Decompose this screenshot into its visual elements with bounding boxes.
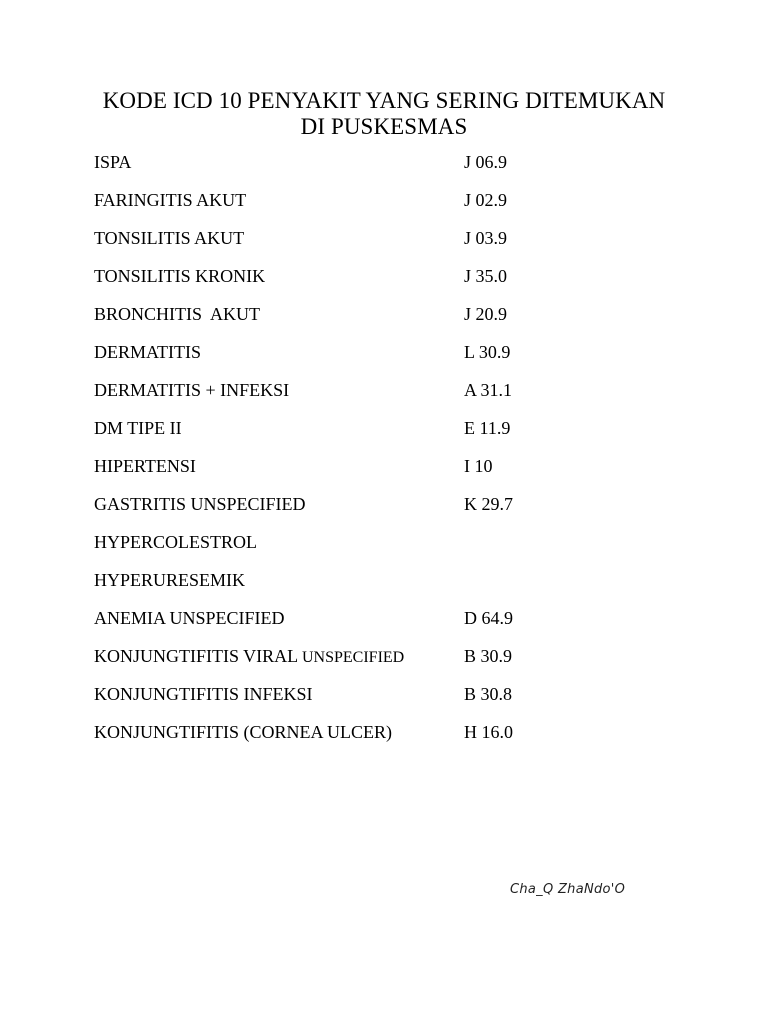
list-item xyxy=(94,152,614,190)
title-line-1: KODE ICD 10 PENYAKIT YANG SERING DITEMUKAN xyxy=(102,88,666,113)
disease-name: DERMATITIS xyxy=(94,342,201,362)
list-item xyxy=(94,456,614,494)
disease-name: TONSILITIS AKUT xyxy=(94,228,245,248)
list-item xyxy=(94,494,614,532)
disease-name: HIPERTENSI xyxy=(94,456,196,476)
icd-code: L 30.9 xyxy=(464,342,511,362)
list-item xyxy=(94,342,614,380)
disease-name: DERMATITIS + INFEKSI xyxy=(94,380,290,400)
icd-code: J 02.9 xyxy=(464,190,508,210)
disease-name: HYPERCOLESTROL xyxy=(94,532,258,552)
icd-code: A 31.1 xyxy=(464,380,513,400)
list-item xyxy=(94,418,614,456)
icd-code: E 11.9 xyxy=(464,418,511,438)
list-item xyxy=(94,684,614,722)
disease-name: DM TIPE II xyxy=(94,418,182,438)
icd-code: J 35.0 xyxy=(464,266,508,286)
icd-code: H 16.0 xyxy=(464,722,513,742)
icd-code: I 10 xyxy=(464,456,493,476)
disease-name: ANEMIA UNSPECIFIED xyxy=(94,608,285,628)
list-item xyxy=(94,722,614,760)
icd-code: D 64.9 xyxy=(464,608,513,628)
icd-code: B 30.9 xyxy=(464,646,513,666)
disease-name: HYPERURESEMIK xyxy=(94,570,246,590)
disease-name: TONSILITIS KRONIK xyxy=(94,266,266,286)
list-item xyxy=(94,304,614,342)
icd-code-list xyxy=(94,152,614,760)
list-item xyxy=(94,608,614,646)
title-line-2: DI PUSKESMAS xyxy=(300,114,468,139)
list-item xyxy=(94,570,614,608)
list-item xyxy=(94,646,614,684)
icd-code: K 29.7 xyxy=(464,494,513,514)
list-item xyxy=(94,380,614,418)
list-item xyxy=(94,266,614,304)
icd-code: J 20.9 xyxy=(464,304,508,324)
disease-name: GASTRITIS UNSPECIFIED xyxy=(94,494,306,514)
disease-name: KONJUNGTIFITIS VIRAL UNSPECIFIED xyxy=(94,646,405,666)
disease-name: FARINGITIS AKUT xyxy=(94,190,247,210)
disease-name: ISPA xyxy=(94,152,132,172)
author-signature: Cha_Q ZhaNdo'O xyxy=(510,882,626,897)
disease-name: KONJUNGTIFITIS INFEKSI xyxy=(94,684,313,704)
list-item xyxy=(94,228,614,266)
icd-code: B 30.8 xyxy=(464,684,513,704)
disease-name: KONJUNGTIFITIS (CORNEA ULCER) xyxy=(94,722,392,742)
list-item xyxy=(94,532,614,570)
icd-code: J 03.9 xyxy=(464,228,508,248)
document-title xyxy=(0,88,768,140)
icd-code: J 06.9 xyxy=(464,152,508,172)
disease-name: BRONCHITIS AKUT xyxy=(94,304,261,324)
list-item xyxy=(94,190,614,228)
